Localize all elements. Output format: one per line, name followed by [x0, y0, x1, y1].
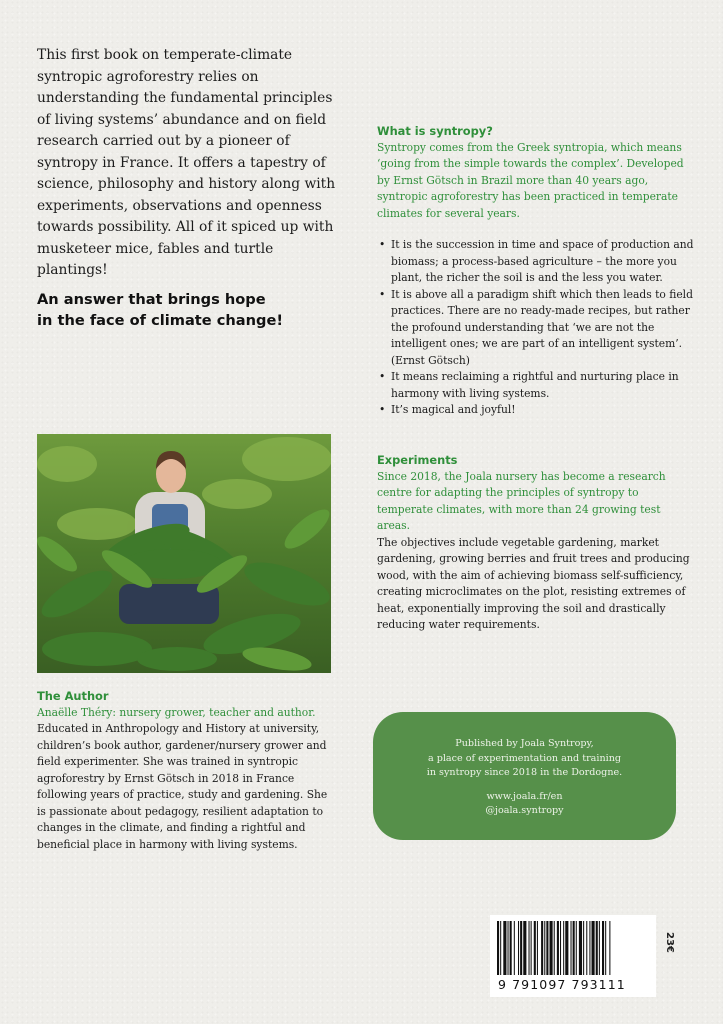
author-photo-illustration	[37, 434, 331, 673]
barcode-bar	[592, 921, 595, 975]
publisher-line-3: in syntropy since 2018 in the Dordogne.	[426, 767, 623, 779]
isbn-number: 9 791097 793111	[498, 977, 626, 992]
price-label	[659, 932, 679, 972]
barcode-bar	[560, 921, 561, 975]
barcode-bar	[602, 921, 604, 975]
barcode-bar	[523, 921, 526, 975]
experiments-heading: Experiments	[377, 453, 458, 467]
barcode-bars	[493, 921, 653, 979]
barcode-bar	[586, 921, 587, 975]
barcode-bar	[609, 921, 610, 975]
barcode-bar	[537, 921, 538, 975]
experiments-body: The objectives include vegetable gardening, market gardening, growing berries and fruit trees and producing wood, with the aim of achieving biomass self-sufficiency, creating microclimates on the plot, resisting extremes of heat, exponentially improving the soil and drastically reducing water requirements.	[377, 535, 690, 631]
barcode-bar	[583, 921, 584, 975]
barcode-bar	[520, 921, 522, 975]
barcode-bar	[554, 921, 555, 975]
barcode-bar	[518, 921, 519, 975]
syntropy-bullet: • It’s magical and joyful!	[391, 402, 699, 419]
barcode-bar	[563, 921, 564, 975]
syntropy-bullet: • It is the succession in time and space of production and biomass; a process-based agriculture – the more you plant, the richer the soil is and the less you water.	[391, 237, 699, 287]
barcode-bar	[531, 921, 532, 975]
barcode-bar	[541, 921, 543, 975]
publisher-line-2: a place of experimentation and training	[427, 752, 622, 764]
barcode-bar	[571, 921, 572, 975]
author-section	[37, 688, 337, 853]
author-photo	[37, 434, 331, 673]
syntropy-heading: What is syntropy?	[377, 124, 493, 138]
author-heading: The Author	[37, 689, 109, 703]
syntropy-bullet: • It is above all a paradigm shift which then leads to field practices. There are no ready-made recipes, but rather the profound understanding that ‘we are not the intelligent ones; we are part of an intelligent system’. (Ernst Götsch)	[391, 287, 699, 370]
author-lead: Anaëlle Théry: nursery grower, teacher and author.	[37, 705, 316, 719]
barcode-bar	[514, 921, 515, 975]
barcode-bar	[596, 921, 598, 975]
syntropy-bullet: • It means reclaiming a rightful and nurturing place in harmony with living systems.	[391, 369, 699, 402]
barcode-bar	[550, 921, 553, 975]
price-text: 23€	[664, 932, 675, 953]
publisher-website-link[interactable]: www.joala.fr/en	[486, 790, 563, 802]
barcode-bar	[510, 921, 512, 975]
publisher-line-1: Published by Joala Syntropy,	[455, 738, 594, 749]
experiments-section	[377, 452, 695, 634]
barcode-bar	[599, 921, 600, 975]
tagline-line-2: in the face of climate change!	[37, 311, 284, 329]
barcode-bar	[576, 921, 577, 975]
barcode-bar	[546, 921, 548, 975]
barcode-bar	[589, 921, 590, 975]
author-body: Educated in Anthropology and History at university, children’s book author, gardener/nursery grower and field experimenter. She was trained in syntropic agroforestry by Ernst Götsch in 2018 in France following years of practice, study and gardening. She is passionate about pedagogy, resilient adaptation to changes in the climate, and finding a rightful and beneficial place in harmony with living systems.	[37, 722, 328, 851]
barcode-bar	[508, 921, 509, 975]
syntropy-bullet-list	[377, 237, 699, 419]
experiments-lead: Since 2018, the Joala nursery has become a research centre for adapting the principles of syntropy to temperate climates, with more than 24 growing test areas.	[377, 469, 666, 532]
barcode-bar	[534, 921, 536, 975]
barcode-bar	[544, 921, 545, 975]
intro-paragraph: This first book on temperate-climate syntropic agroforestry relies on understanding the fundamental principles of living systems’ abundance and on field research carried out by a pioneer of syntropy in France. It offers a tapestry of science, philosophy and history along with experiments, observations and openness towards possibility. All of it spiced up with musketeer mice, fables and turtle plantings!	[37, 47, 336, 278]
barcode-bar	[605, 921, 606, 975]
barcode	[490, 915, 656, 997]
barcode-bar	[503, 921, 506, 975]
syntropy-section	[377, 123, 699, 419]
publisher-social-handle[interactable]: @joala.syntropy	[485, 805, 564, 817]
barcode-bar	[573, 921, 575, 975]
barcode-bar	[579, 921, 582, 975]
barcode-bar	[529, 921, 530, 975]
book-description	[37, 45, 337, 282]
barcode-bar	[565, 921, 568, 975]
tagline	[37, 290, 347, 331]
syntropy-lead: Syntropy comes from the Greek syntropia, which means ‘going from the simple towards the complex’. Developed by Ernst Götsch in Brazil more than 40 years ago, syntropic agroforestry has been practiced in temperate climates for several years.	[377, 140, 684, 220]
publisher-panel	[373, 712, 676, 840]
barcode-bar	[500, 921, 501, 975]
barcode-bar	[497, 921, 499, 975]
barcode-bar	[557, 921, 559, 975]
tagline-line-1: An answer that brings hope	[37, 291, 266, 308]
